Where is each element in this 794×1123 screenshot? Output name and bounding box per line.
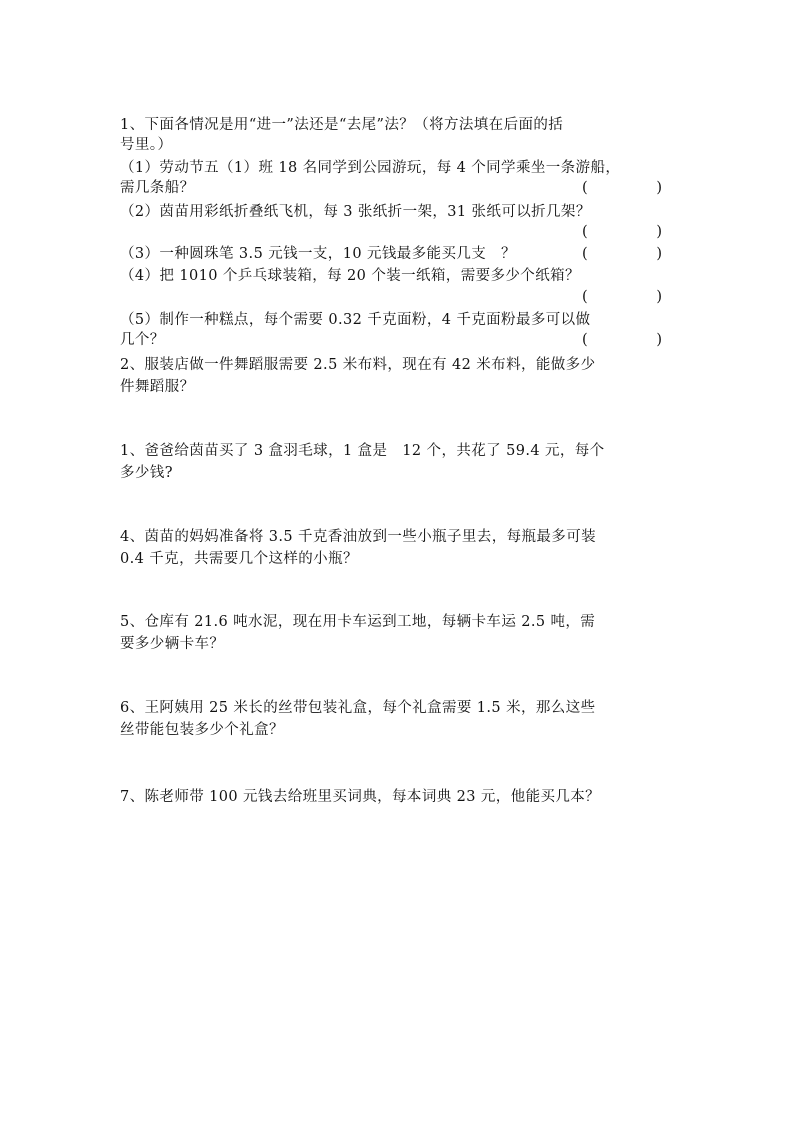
bracket-open: ( bbox=[582, 224, 588, 240]
problem-6-line1: 6、王阿姨用 25 米长的丝带包装礼盒，每个礼盒需要 1.5 米，那么这些 bbox=[120, 700, 596, 716]
problem-1-line2: 多少钱? bbox=[120, 465, 173, 481]
q1-item1-line1: （1）劳动节五（1）班 18 名同学到公园游玩，每 4 个同学乘坐一条游船， bbox=[120, 160, 621, 176]
q1-item1-line2: 需几条船？ bbox=[120, 180, 195, 196]
problem-5-line1: 5、仓库有 21.6 吨水泥，现在用卡车运到工地，每辆卡车运 2.5 吨，需 bbox=[120, 614, 596, 630]
q1-item5-line1: （5）制作一种糕点，每个需要 0.32 千克面粉，4 千克面粉最多可以做 bbox=[120, 312, 591, 328]
q1-intro-line1: 1、下面各情况是用“进一”法还是“去尾”法？（将方法填在后面的括 bbox=[120, 117, 564, 133]
q1-item3-answer-bracket[interactable] bbox=[582, 243, 662, 265]
q1-item4-line1: （4）把 1010 个乒乓球装箱，每 20 个装一纸箱，需要多少个纸箱？ bbox=[120, 268, 580, 284]
bracket-open: ( bbox=[582, 332, 588, 348]
bracket-open: ( bbox=[582, 180, 588, 196]
problem-4-line2: 0.4 千克，共需要几个这样的小瓶？ bbox=[120, 551, 358, 567]
q1-intro-line2: 号里。） bbox=[120, 137, 173, 153]
bracket-close: ) bbox=[656, 246, 662, 262]
q1-item4-answer-bracket[interactable] bbox=[582, 286, 662, 308]
bracket-open: ( bbox=[582, 289, 588, 305]
problem-5-line2: 要多少辆卡车？ bbox=[120, 636, 225, 652]
problem-1-line1: 1、爸爸给茵苗买了 3 盒羽毛球，1 盒是 12 个，共花了 59.4 元，每个 bbox=[120, 443, 605, 459]
bracket-close: ) bbox=[656, 289, 662, 305]
problem-4-line1: 4、茵苗的妈妈准备将 3.5 千克香油放到一些小瓶子里去，每瓶最多可装 bbox=[120, 529, 597, 545]
bracket-close: ) bbox=[656, 332, 662, 348]
q1-item2-answer-bracket[interactable] bbox=[582, 221, 662, 243]
q1-item3-line1: （3）一种圆珠笔 3.5 元钱一支，10 元钱最多能买几支 ？ bbox=[120, 246, 516, 262]
q1-item5-answer-bracket[interactable] bbox=[582, 329, 662, 351]
problem-2-line1: 2、服装店做一件舞蹈服需要 2.5 米布料，现在有 42 米布料，能做多少 bbox=[120, 357, 596, 373]
q1-item5-line2: 几个？ bbox=[120, 332, 165, 348]
bracket-open: ( bbox=[582, 246, 588, 262]
problem-7-line1: 7、陈老师带 100 元钱去给班里买词典，每本词典 23 元，他能买几本？ bbox=[120, 789, 601, 805]
bracket-close: ) bbox=[656, 224, 662, 240]
problem-2-line2: 件舞蹈服？ bbox=[120, 379, 195, 395]
bracket-close: ) bbox=[656, 180, 662, 196]
problem-6-line2: 丝带能包装多少个礼盒？ bbox=[120, 722, 284, 738]
q1-item1-answer-bracket[interactable] bbox=[582, 177, 662, 199]
q1-item2-line1: （2）茵苗用彩纸折叠纸飞机，每 3 张纸折一架，31 张纸可以折几架？ bbox=[120, 204, 591, 220]
